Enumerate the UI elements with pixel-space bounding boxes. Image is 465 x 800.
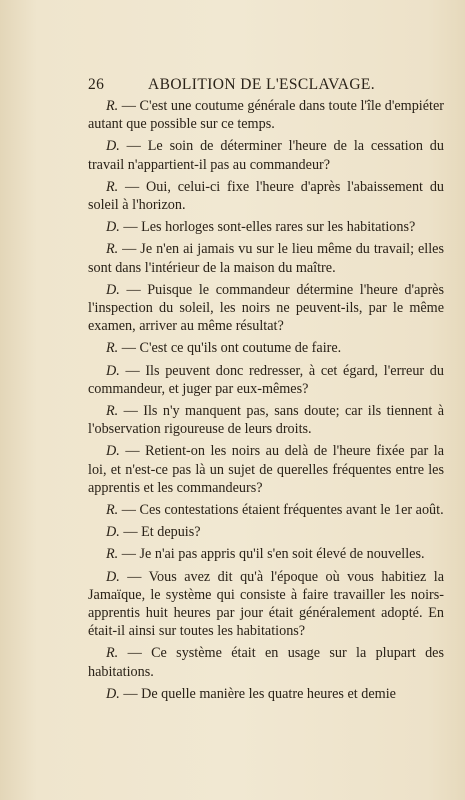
paragraph-text: — Vous avez dit qu'à l'époque où vous habitiez la Jamaïque, le système qui consiste à faire travailler les noirs-apprentis huit heures par jour était généralement adopté. En était-il ainsi sur toutes les habitations? <box>88 568 444 640</box>
page-number: 26 <box>88 76 105 93</box>
paragraph-text: — Le soin de déterminer l'heure de la cessation du travail n'appartient-il pas au commandeur? <box>88 138 444 173</box>
speaker-label: R. <box>106 178 119 195</box>
paragraph-text: — Les horloges sont-elles rares sur les habitations? <box>123 219 416 236</box>
dialogue-paragraph <box>88 442 444 497</box>
dialogue-paragraph <box>88 178 444 214</box>
paragraph-text: — Ce système était en usage sur la plupart des habitations. <box>88 645 445 680</box>
dialogue-paragraph <box>88 644 444 680</box>
speaker-label: D. <box>106 568 120 585</box>
dialogue-paragraph <box>88 281 444 336</box>
paragraph-text: — Retient-on les noirs au delà de l'heure fixée par la loi, et n'est-ce pas là un sujet de querelles fréquentes entre les apprentis et les commandeurs? <box>88 443 445 496</box>
speaker-label: R. <box>106 502 119 519</box>
dialogue-paragraph <box>88 402 444 438</box>
speaker-label: D. <box>106 685 120 702</box>
dialogue-paragraph <box>88 240 444 276</box>
dialogue-paragraph <box>88 362 444 398</box>
speaker-label: D. <box>106 219 120 236</box>
dialogue-paragraph <box>88 568 444 641</box>
speaker-label: R. <box>106 546 119 563</box>
speaker-label: R. <box>106 403 119 420</box>
speaker-label: R. <box>106 241 119 258</box>
dialogue-paragraph <box>88 218 444 236</box>
speaker-label: D. <box>106 362 120 379</box>
dialogue-paragraph <box>88 501 444 519</box>
dialogue-paragraph <box>88 685 444 703</box>
paragraph-text: — De quelle manière les quatre heures et demie <box>123 685 396 702</box>
speaker-label: D. <box>106 138 120 155</box>
page-header <box>88 76 444 96</box>
paragraph-text: — Ces contestations étaient fréquentes avant le 1er août. <box>121 502 444 519</box>
speaker-label: R. <box>106 98 119 114</box>
paragraph-text: — Oui, celui-ci fixe l'heure d'après l'abaissement du soleil à l'horizon. <box>88 178 445 214</box>
speaker-label: R. <box>106 645 119 662</box>
dialogue-paragraph <box>88 545 444 563</box>
paragraph-text: — Puisque le commandeur détermine l'heure d'après l'inspection du soleil, les noirs ne peuvent-ils, par le même examen, arriver au même résultat? <box>88 281 444 335</box>
dialogue-paragraph <box>88 339 444 357</box>
speaker-label: D. <box>106 443 120 460</box>
paragraph-text: — C'est ce qu'ils ont coutume de faire. <box>121 340 342 357</box>
speaker-label: D. <box>106 281 120 298</box>
dialogue-paragraph <box>88 523 444 541</box>
paragraph-text: — Je n'ai pas appris qu'il s'en soit élevé de nouvelles. <box>121 546 425 563</box>
body-text <box>88 97 444 707</box>
paragraph-text: — Je n'en ai jamais vu sur le lieu même du travail; elles sont dans l'intérieur de la maison du maître. <box>88 241 444 276</box>
paragraph-text: — Ils n'y manquent pas, sans doute; car ils tiennent à l'observation rigoureuse de leurs droits. <box>88 403 444 438</box>
running-title: ABOLITION DE L'ESCLAVAGE. <box>148 76 376 93</box>
paragraph-text: — Et depuis? <box>123 524 201 541</box>
dialogue-paragraph <box>88 137 444 173</box>
paragraph-text: — C'est une coutume générale dans toute l'île d'empiéter autant que possible sur ce temps. <box>88 98 445 133</box>
speaker-label: D. <box>106 524 120 541</box>
dialogue-paragraph <box>88 97 444 133</box>
speaker-label: R. <box>106 340 119 357</box>
paragraph-text: — Ils peuvent donc redresser, à cet égard, l'erreur du commandeur, et juger par eux-mêmes? <box>88 362 444 397</box>
